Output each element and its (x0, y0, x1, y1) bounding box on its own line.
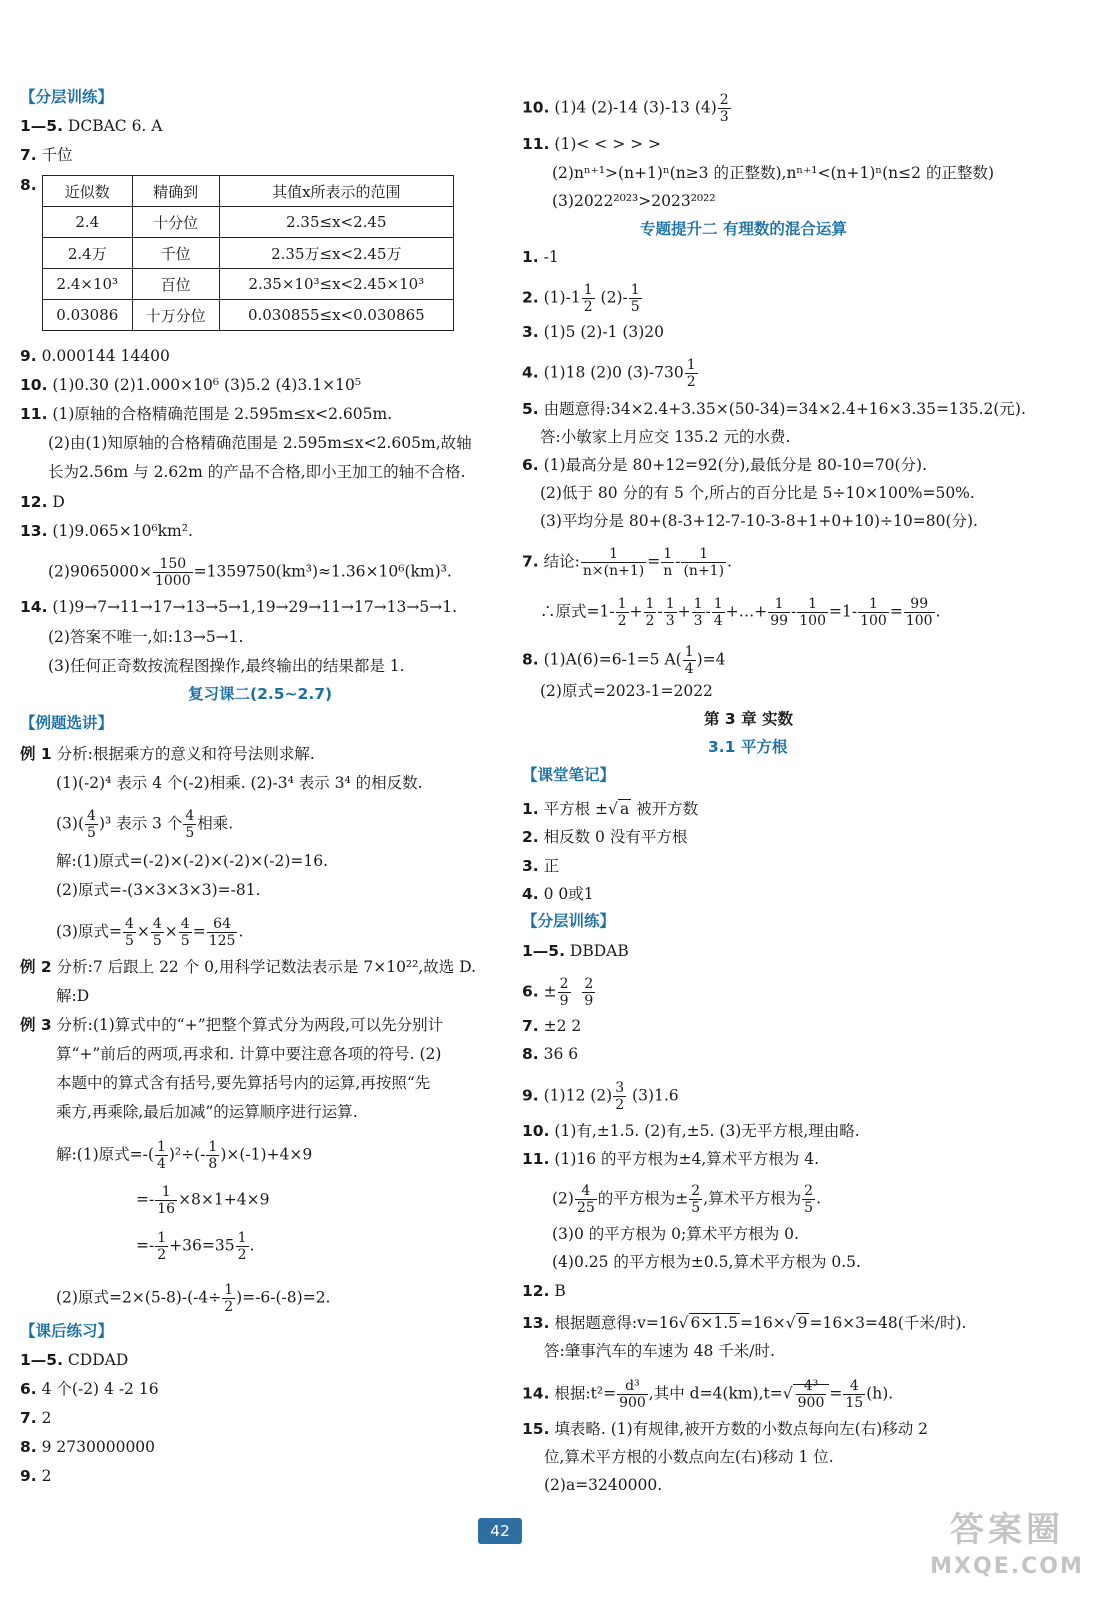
table-header-row (43, 176, 454, 207)
fraction: $\frac{\text{d³}}{900}$ (619, 1378, 646, 1411)
table-cell: 十万分位 (132, 300, 219, 331)
fraction: $\frac{1}{n\times(n+1)}$ (582, 546, 645, 579)
table-header: 精确到 (132, 176, 219, 207)
answer-line: 长为2.56m 与 2.62m 的产品不合格,即小王加工的轴不合格. (48, 463, 466, 481)
example-line: (3)( $\frac{4}{5}$ )³ 表示 3 个 $\frac{4}{5}$ 相乘. (56, 808, 234, 841)
fraction: $\frac{1}{2}$ (237, 1230, 247, 1263)
answer-line: 1—5. CDDAD (20, 1351, 129, 1369)
fraction: $\frac{1}{3}$ (693, 596, 703, 629)
answer-line: 11. (1)原轴的合格精确范围是 2.595m≤x<2.605m. (20, 405, 393, 423)
answer-line: (2)原式=2023-1=2022 (540, 682, 713, 700)
answer-line: 位,算术平方根的小数点向左(右)移动 1 位. (544, 1448, 834, 1466)
fraction: $\frac{1}{2}$ (645, 596, 655, 629)
fraction: $\frac{2}{3}$ (719, 92, 729, 125)
table-cell: 千位 (132, 238, 219, 269)
answer-line: (3)0 的平方根为 0;算术平方根为 0. (552, 1225, 799, 1243)
answer-line: 8. 36 6 (522, 1045, 579, 1063)
fraction: $\frac{4}{15}$ (845, 1378, 864, 1411)
answer-line: (3)平均分是 80+(8-3+12-7-10-3-8+1+0+10)÷10=80(分). (540, 512, 978, 530)
table-cell: 0.03086 (43, 300, 133, 331)
answer-line: 7. 千位 (20, 146, 73, 164)
section-header-fenceng: 【分层训练】 (522, 912, 616, 930)
answer-line: 2. 相反数 0 没有平方根 (522, 828, 688, 846)
fraction: $\frac{1}{100}$ (799, 596, 826, 629)
answer-line: (4)0.25 的平方根为±0.5,算术平方根为 0.5. (552, 1253, 861, 1271)
table-cell: 2.35≤x<2.45 (219, 207, 453, 238)
example-line: 解:(1)原式=-( $\frac{1}{4}$ )²÷(- $\frac{1}{8}$ )×(-1)+4×9 (56, 1139, 313, 1172)
fraction: $\frac{2}{5}$ (804, 1183, 814, 1216)
answer-line: 1—5. DCBAC 6. A (20, 117, 163, 135)
fraction: $\frac{2}{9}$ (584, 976, 594, 1009)
example-line: (1)(-2)⁴ 表示 4 个(-2)相乘. (2)-3⁴ 表示 3⁴ 的相反数. (56, 774, 423, 792)
answer-line: 1. 平方根 ±√ a 被开方数 (522, 800, 699, 818)
fraction: $\frac{4}{5}$ (87, 808, 96, 841)
answer-line: 3. (1)5 (2)-1 (3)20 (522, 323, 665, 341)
special-topic-title: 专题提升二 有理数的混合运算 (640, 220, 847, 238)
fraction: $\frac{1}{2}$ (224, 1282, 234, 1315)
answer-line: 6. ± $\frac{2}{9}$ $\frac{2}{9}$ (522, 976, 594, 1009)
answer-line: 7. ±2 2 (522, 1017, 582, 1035)
watermark-url: MXQE.COM (930, 1554, 1084, 1579)
answer-line: 11. (1)16 的平方根为±4,算术平方根为 4. (522, 1150, 820, 1168)
review-title: 复习课二(2.5~2.7) (188, 685, 333, 703)
example-line: 本题中的算式含有括号,要先算括号内的运算,再按照“先 (56, 1074, 431, 1092)
fraction: $\frac{1}{2}$ (617, 596, 627, 629)
fraction: $\frac{1}{100}$ (860, 596, 887, 629)
chapter-title: 第 3 章 实数 (704, 710, 793, 728)
answer-line: 9. 0.000144 14400 (20, 347, 170, 365)
fraction: $\frac{1}{4}$ (684, 644, 694, 677)
answer-line: ∴原式=1- $\frac{1}{2}$ + $\frac{1}{2}$ - $\frac{1}{3}$ + $\frac{1}{3}$ - $\frac{1}{4}$ +…+ $\frac{1}{99}$ - $\frac{1}{100}$ =1- $\frac{1}{100}$ = $\frac{99}{100}$ . (540, 596, 941, 629)
fraction: $\frac{4}{5}$ (124, 916, 134, 949)
watermark-logo (912, 1508, 1102, 1596)
answer-line: 13. (1)9.065×10⁶km². (20, 522, 193, 540)
answer-line: 15. 填表略. (1)有规律,被开方数的小数点每向左(右)移动 2 (522, 1420, 929, 1438)
answer-line: 11. (1)< < > > > (522, 135, 662, 153)
answer-line: (3)任何正奇数按流程图操作,最终输出的结果都是 1. (48, 657, 405, 675)
example-line: 例 1 分析:根据乘方的意义和符号法则求解. (20, 745, 315, 763)
answer-line: 10. (1)有,±1.5. (2)有,±5. (3)无平方根,理由略. (522, 1122, 860, 1140)
answer-line: (2)低于 80 分的有 5 个,所占的百分比是 5÷10×100%=50%. (540, 484, 975, 502)
section-header-fenceng: 【分层训练】 (20, 88, 114, 106)
example-line: (3)原式= $\frac{4}{5}$ × $\frac{4}{5}$ × $\frac{4}{5}$ = $\frac{64}{125}$ . (56, 916, 244, 949)
fraction: $\frac{1}{(n+1)}$ (683, 546, 725, 579)
answer-line: 8. (20, 176, 37, 194)
fraction: $\frac{2}{5}$ (691, 1183, 701, 1216)
fraction: $\frac{1}{n}$ (663, 546, 673, 579)
table-cell: 百位 (132, 269, 219, 300)
answer-line: 12. D (20, 493, 65, 511)
fraction: $\frac{4}{5}$ (180, 916, 190, 949)
example-line: 例 3 分析:(1)算式中的“+”把整个算式分为两段,可以先分别计 (20, 1016, 444, 1034)
example-line: =- $\frac{1}{16}$ ×8×1+4×9 (136, 1184, 270, 1217)
table-row (43, 207, 454, 238)
example-line: 算“+”前后的两项,再求和. 计算中要注意各项的符号. (2) (56, 1045, 442, 1063)
answer-line: 14. (1)9→7→11→17→13→5→1,19→29→11→17→13→5→1. (20, 598, 458, 616)
example-line: =- $\frac{1}{2}$ +36=35 $\frac{1}{2}$ . (136, 1230, 255, 1263)
answer-line: 5. 由题意得:34×2.4+3.35×(50-34)=34×2.4+16×3.35=135.2(元). (522, 400, 1026, 418)
table-cell: 2.35×10³≤x<2.45×10³ (219, 269, 453, 300)
example-line: (2)原式=2×(5-8)-(-4÷ $\frac{1}{2}$ )=-6-(-8)=2. (56, 1282, 331, 1315)
example-line: 例 2 分析:7 后跟上 22 个 0,用科学记数法表示是 7×10²²,故选 D. (20, 958, 477, 976)
answer-line: 4. 0 0或1 (522, 885, 594, 903)
fraction: $\frac{64}{125}$ (208, 916, 236, 949)
answer-line: (2)a=3240000. (544, 1476, 663, 1494)
approximation-table (42, 175, 454, 331)
table-header: 其值x所表示的范围 (219, 176, 453, 207)
fraction: $\frac{1}{16}$ (157, 1184, 176, 1217)
answer-line: 1. -1 (522, 248, 559, 266)
watermark-text: 答案圈 (950, 1510, 1064, 1550)
answer-line: 4. (1)18 (2)0 (3)-730 $\frac{1}{2}$ (522, 357, 696, 390)
fraction: $\frac{4}{5}$ (185, 808, 195, 841)
answer-line: 6. 4 个(-2) 4 -2 16 (20, 1380, 159, 1398)
answer-line: 6. (1)最高分是 80+12=92(分),最低分是 80-10=70(分). (522, 456, 928, 474)
table-cell: 2.4 (43, 207, 133, 238)
fraction: $\frac{4}{25}$ (576, 1183, 595, 1216)
table-cell: 十分位 (132, 207, 219, 238)
answer-line: 9. (1)12 (2) $\frac{3}{2}$ (3)1.6 (522, 1080, 679, 1113)
table-cell: 2.4万 (43, 238, 133, 269)
answer-line: (2)答案不唯一,如:13→5→1. (48, 628, 244, 646)
answer-line: 7. 2 (20, 1409, 52, 1427)
answer-line: (2)nⁿ⁺¹>(n+1)ⁿ(n≥3 的正整数),nⁿ⁺¹<(n+1)ⁿ(n≤2 的正整数) (552, 164, 994, 182)
page-number: 42 (478, 1518, 522, 1544)
example-line: 解:(1)原式=(-2)×(-2)×(-2)×(-2)=16. (56, 852, 329, 870)
answer-line: 13. 根据题意得:v=16√ 6×1.5 =16×√ 9 =16×3=48(千米/时). (522, 1314, 967, 1332)
answer-line: 10. (1)4 (2)-14 (3)-13 (4) $\frac{2}{3}$ (522, 92, 729, 125)
answer-line: 8. (1)A(6)=6-1=5 A( $\frac{1}{4}$ )=4 (522, 644, 726, 677)
fraction: $\frac{1}{2}$ (686, 357, 696, 390)
fraction: $\frac{3}{2}$ (615, 1080, 625, 1113)
fraction: $\frac{1}{2}$ (583, 282, 593, 315)
answer-line: 10. (1)0.30 (2)1.000×10⁶ (3)5.2 (4)3.1×10⁵ (20, 376, 362, 394)
answer-line: 3. 正 (522, 857, 560, 875)
table-cell: 2.35万≤x<2.45万 (219, 238, 453, 269)
answer-line: 12. B (522, 1282, 566, 1300)
answer-line: 2. (1)-1 $\frac{1}{2}$ (2)- $\frac{1}{5}$ (522, 282, 640, 315)
answer-line: (2)由(1)知原轴的合格精确范围是 2.595m≤x<2.605m,故轴 (48, 434, 472, 452)
fraction: $\frac{4}{5}$ (152, 916, 162, 949)
answer-line: (2)9065000× $\frac{150}{1000}$ =1359750(km³)≈1.36×10⁶(km)³. (48, 556, 452, 589)
answer-line: 9. 2 (20, 1467, 52, 1485)
fraction: $\frac{150}{1000}$ (154, 556, 191, 589)
table-row (43, 269, 454, 300)
answer-line: (2) $\frac{4}{25}$ 的平方根为± $\frac{2}{5}$ ,算术平方根为 $\frac{2}{5}$ . (552, 1183, 822, 1216)
answer-line: 1—5. DBDAB (522, 942, 629, 960)
fraction: $\frac{1}{4}$ (156, 1139, 166, 1172)
answer-line: 8. 9 2730000000 (20, 1438, 156, 1456)
table-row (43, 238, 454, 269)
fraction: $\frac{1}{3}$ (665, 596, 675, 629)
fraction: $\frac{99}{100}$ (905, 596, 933, 629)
section-header-kehou: 【课后练习】 (20, 1322, 114, 1340)
section-header-ketang: 【课堂笔记】 (522, 766, 616, 784)
section-header-liti: 【例题选讲】 (20, 714, 114, 732)
answer-line: 7. 结论: $\frac{1}{n\times(n+1)}$ = $\frac{1}{n}$ - $\frac{1}{(n+1)}$ . (522, 546, 732, 579)
answer-line: 答:小敏家上月应交 135.2 元的水费. (540, 428, 791, 446)
fraction: $\frac{1}{4}$ (713, 596, 723, 629)
fraction: $\frac{2}{9}$ (559, 976, 569, 1009)
fraction: $\frac{1}{8}$ (208, 1139, 218, 1172)
section-title: 3.1 平方根 (708, 738, 788, 756)
answer-line: (3)2022²⁰²³>2023²⁰²² (552, 192, 716, 210)
example-line: 解:D (56, 987, 90, 1005)
fraction: $\frac{1}{99}$ (770, 596, 789, 629)
table-cell: 2.4×10³ (43, 269, 133, 300)
example-line: (2)原式=-(3×3×3×3)=-81. (56, 881, 261, 899)
fraction: $\frac{1}{5}$ (630, 282, 640, 315)
table-row (43, 300, 454, 331)
answer-line: 14. 根据:t²= $\frac{\text{d³}}{900}$ ,其中 d=4(km),t=√ $\frac{\text{4³}}{900}$ = $\frac{4}{15}$ (h). (522, 1378, 894, 1411)
answer-line: 答:肇事汽车的车速为 48 千米/时. (544, 1342, 775, 1360)
fraction: $\frac{1}{2}$ (157, 1230, 167, 1263)
example-line: 乘方,再乘除,最后加减”的运算顺序进行运算. (56, 1103, 358, 1121)
table-header: 近似数 (43, 176, 133, 207)
fraction: $\frac{\text{4³}}{900}$ (797, 1378, 825, 1411)
table-cell: 0.030855≤x<0.030865 (219, 300, 453, 331)
